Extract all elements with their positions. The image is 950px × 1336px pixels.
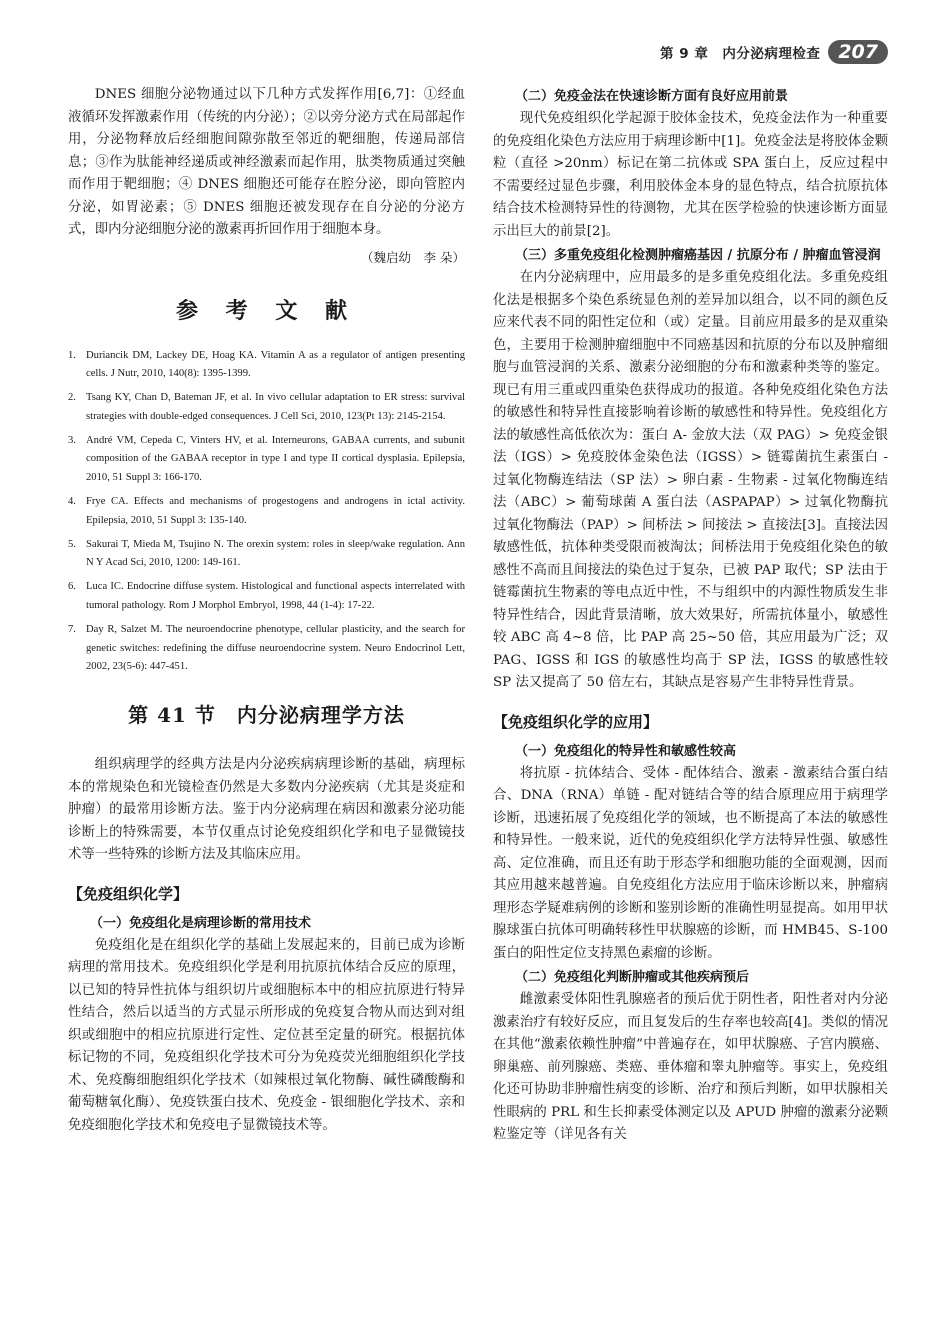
references-list [68,347,465,678]
common-technique-text: 免疫组化是在组织化学的基础上发展起来的，目前已成为诊断病理的常用技术。免疫组织化学是利用抗原抗体结合反应的原理，以已知的特异性抗体与组织切片或细胞标本中的相应抗原进行特异性结合，然后以适当的方式显示所形成的免疫复合物从而达到对组织或细胞中的相应抗原进行定性、定位甚至定量的研究。根据抗体标记物的不同，免疫组织化学技术可分为免疫荧光细胞组织化学技术、免疫酶细胞组织化学技术（如辣根过氧化物酶、碱性磷酸酶和葡萄糖氧化酶）、免疫铁蛋白技术、免疫金 - 银细胞化学技术、亲和免疫细胞化学技术和免疫电子显微镜技术等。 [68,937,465,1133]
immunogold-text: 现代免疫组织化学起源于胶体金技术，免疫金法作为一种重要的免疫组化染色方法应用于病理诊断中[1]。免疫金法是将胶体金颗粒（直径 >20nm）标记在第二抗体或 SPA 蛋白上，反应过程中不需要经过显色步骤，利用胶体金本身的显色特点，结合抗原抗体结合技术检测特异性的待测物，尤其在医学检验的快速诊断方面显示出巨大的前景[2]。 [493,111,888,239]
author-signature: （魏启幼 李 朵） [361,249,465,265]
reference-item: 2. Tsang KY, Chan D, Bateman JF, et al. In vivo cellular adaptation to ER stress: survival strategies with double-edged consequences. J Cell Sci, 2010, 123(Pt 13): 2145-2154. [68,392,465,422]
specificity-text: 将抗原 - 抗体结合、受体 - 配体结合、激素 - 激素结合蛋白结合、DNA（RNA）单链 - 配对链结合等的结合原理应用于病理学诊断，迅速拓展了免疫组化学的领域，也不断提高了本法的敏感性和特异性。一般来说，近代的免疫组织化学方法特异性强、敏感性高、定位准确，而且还有助于形态学和细胞功能的全面观测，因而其应用越来越普遍。自免疫组化方法应用于临床诊断以来，肿瘤病理形态学疑难病例的诊断和鉴别诊断的准确性明显提高。如用甲状腺球蛋白抗体可明确转移性甲状腺癌的诊断，而 HMB45、S-100 蛋白的阳性定位支持黑色素瘤的诊断。 [493,765,888,961]
section-title: 第 41 节 内分泌病理学方法 [128,703,405,728]
right-column [493,84,888,1284]
subheading-common-technique: （一）免疫组化是病理诊断的常用技术 [90,915,312,931]
subheading-specificity: （一）免疫组化的特异性和敏感性较高 [515,743,737,759]
section-intro: 组织病理学的经典方法是内分泌疾病病理诊断的基础，病理标本的常规染色和光镜检查仍然是大多数内分泌疾病（尤其是炎症和肿瘤）的最常用诊断方法。鉴于内分泌病理在病因和激素分泌功能诊断上的特殊需要，本节仅重点讨论免疫组织化学和电子显微镜技术等一些特殊的诊断方法及其临床应用。 [68,757,465,863]
reference-item: 3. André VM, Cepeda C, Vinters HV, et al. Interneurons, GABAA currents, and subunit composition of the GABAA receptor in type I and type II cortical dysplasia. Epilepsia, 2010, 51 Suppl 3: 166-170. [68,434,465,484]
reference-item: 7. Day R, Salzet M. The neuroendocrine phenotype, cellular plasticity, and the search for genetic switches: redefining the diffuse neuroendocrine system. Neuro Endocrinol Lett, 2002, 23(5-6): 447-451. [68,623,465,673]
prognosis-text: 雌激素受体阳性乳腺癌者的预后优于阴性者，阳性者对内分泌激素治疗有较好反应，而且复发后的生存率也较高[4]。类似的情况在其他“激素依赖性肿瘤”中普遍存在，如甲状腺癌、子宫内膜癌、卵巢癌、前列腺癌、类癌、垂体瘤和睾丸肿瘤等。事实上，免疫组化还可协助非肿瘤性病变的诊断、治疗和预后判断，如甲状腺相关性眼病的 PRL 和生长抑素受体测定以及 APUD 肿瘤的激素分泌颗粒鉴定等（详见各有关 [493,992,888,1142]
reference-item: 6. Luca IC. Endocrine diffuse system. Histological and functional aspects interrelated with tumoral pathology. Rom J Morphol Embryol, 1998, 44 (1-4): 17-22. [68,581,465,612]
page-header [660,38,888,66]
subheading-multiplex: （三）多重免疫组化检测肿瘤癌基因 / 抗原分布 / 肿瘤血管浸润 [515,248,881,263]
ihc-heading: 【免疫组织化学】 [68,884,189,903]
intro-paragraph: DNES 细胞分泌物通过以下几种方式发挥作用[6,7]：①经血液循环发挥激素作用（传统的内分泌）；②以旁分泌方式在局部起作用，分泌物释放后经细胞间隙弥散至邻近的靶细胞，传递局部信息；③作为肽能神经递质或神经激素而起作用，肽类物质通过突触而作用于靶细胞；④ DNES 细胞还可能存在腔分泌，即向管腔内分泌，如胃泌素；⑤ DNES 细胞还被发现存在自分泌的分泌方式，即内分泌细胞分泌的激素再折回作用于细胞本身。 [68,87,465,237]
references-title: 参 考 文 献 [176,297,357,324]
ihc-application-heading: 【免疫组织化学的应用】 [493,712,659,731]
reference-item: 5. Sakurai T, Mieda M, Tsujino N. The orexin system: roles in sleep/wake regulation. Ann N Y Acad Sci, 2010, 1200: 149-161. [68,538,465,569]
subheading-prognosis: （二）免疫组化判断肿瘤或其他疾病预后 [515,970,750,985]
page-number: 207 [828,40,888,64]
chapter-title: 第 9 章 内分泌病理检查 [660,46,821,62]
left-column [68,84,465,1284]
reference-item: 4. Frye CA. Effects and mechanisms of progestogens and androgens in ictal activity. Epilepsia, 2010, 51 Suppl 3: 135-140. [68,496,465,526]
multiplex-text: 在内分泌病理中，应用最多的是多重免疫组化法。多重免疫组化法是根据多个染色系统显色剂的差异加以组合，以不同的颜色反应来代表不同的阳性定位和（或）定量。目前应用最多的是双重染色，主要用于检测肿瘤细胞中不同癌基因和抗原的分布以及肿瘤细胞与血管浸润的关系、激素分泌细胞的分布和激素种类等的鉴定。现已有用三重或四重染色获得成功的报道。各种免疫组化染色方法的敏感性和特异性直接影响着诊断的敏感性和特异性。免疫组化方法的敏感性高低依次为：蛋白 A- 金放大法（双 PAG）> 免疫金银法（IGS）> 免疫胶体金染色法（IGSS）> 链霉菌抗生素蛋白 - 过氧化物酶连结法（SP 法）> 卵白素 - 生物素 - 过氧化物酶连结法（ABC）> 葡萄球菌 A 蛋白法（ASPAPAP）> 过氧化物酶抗过氧化物酶法（PAP）> 间桥法 > 间接法 > 直接法[3]。直接法因敏感性低，抗体种类受限而被淘汰；间桥法用于免疫组化染色的敏感性不高而且间接法的染色过于复杂，已被 PAP 取代；SP 法由于链霉菌抗生物素的等电点近中性，不与组织中的内源性物质发生非特异性结合，因此背景清晰，放大效果好，所需抗体量小，敏感性较 ABC 高 4~8 倍，比 PAP 高 25~50 倍，其应用最为广泛；双 PAG、IGSS 和 IGS 的敏感性均高于 SP 法，IGSS 的敏感性较 SP 法又提高了 50 倍左右，其缺点是容易产生非特异性背景。 [493,270,888,690]
subheading-immunogold: （二）免疫金法在快速诊断方面有良好应用前景 [515,89,789,104]
reference-item: 1. Duriancik DM, Lackey DE, Hoag KA. Vitamin A as a regulator of antigen presenting cells. J Nutr, 2010, 140(8): 1395-1399. [68,349,465,380]
